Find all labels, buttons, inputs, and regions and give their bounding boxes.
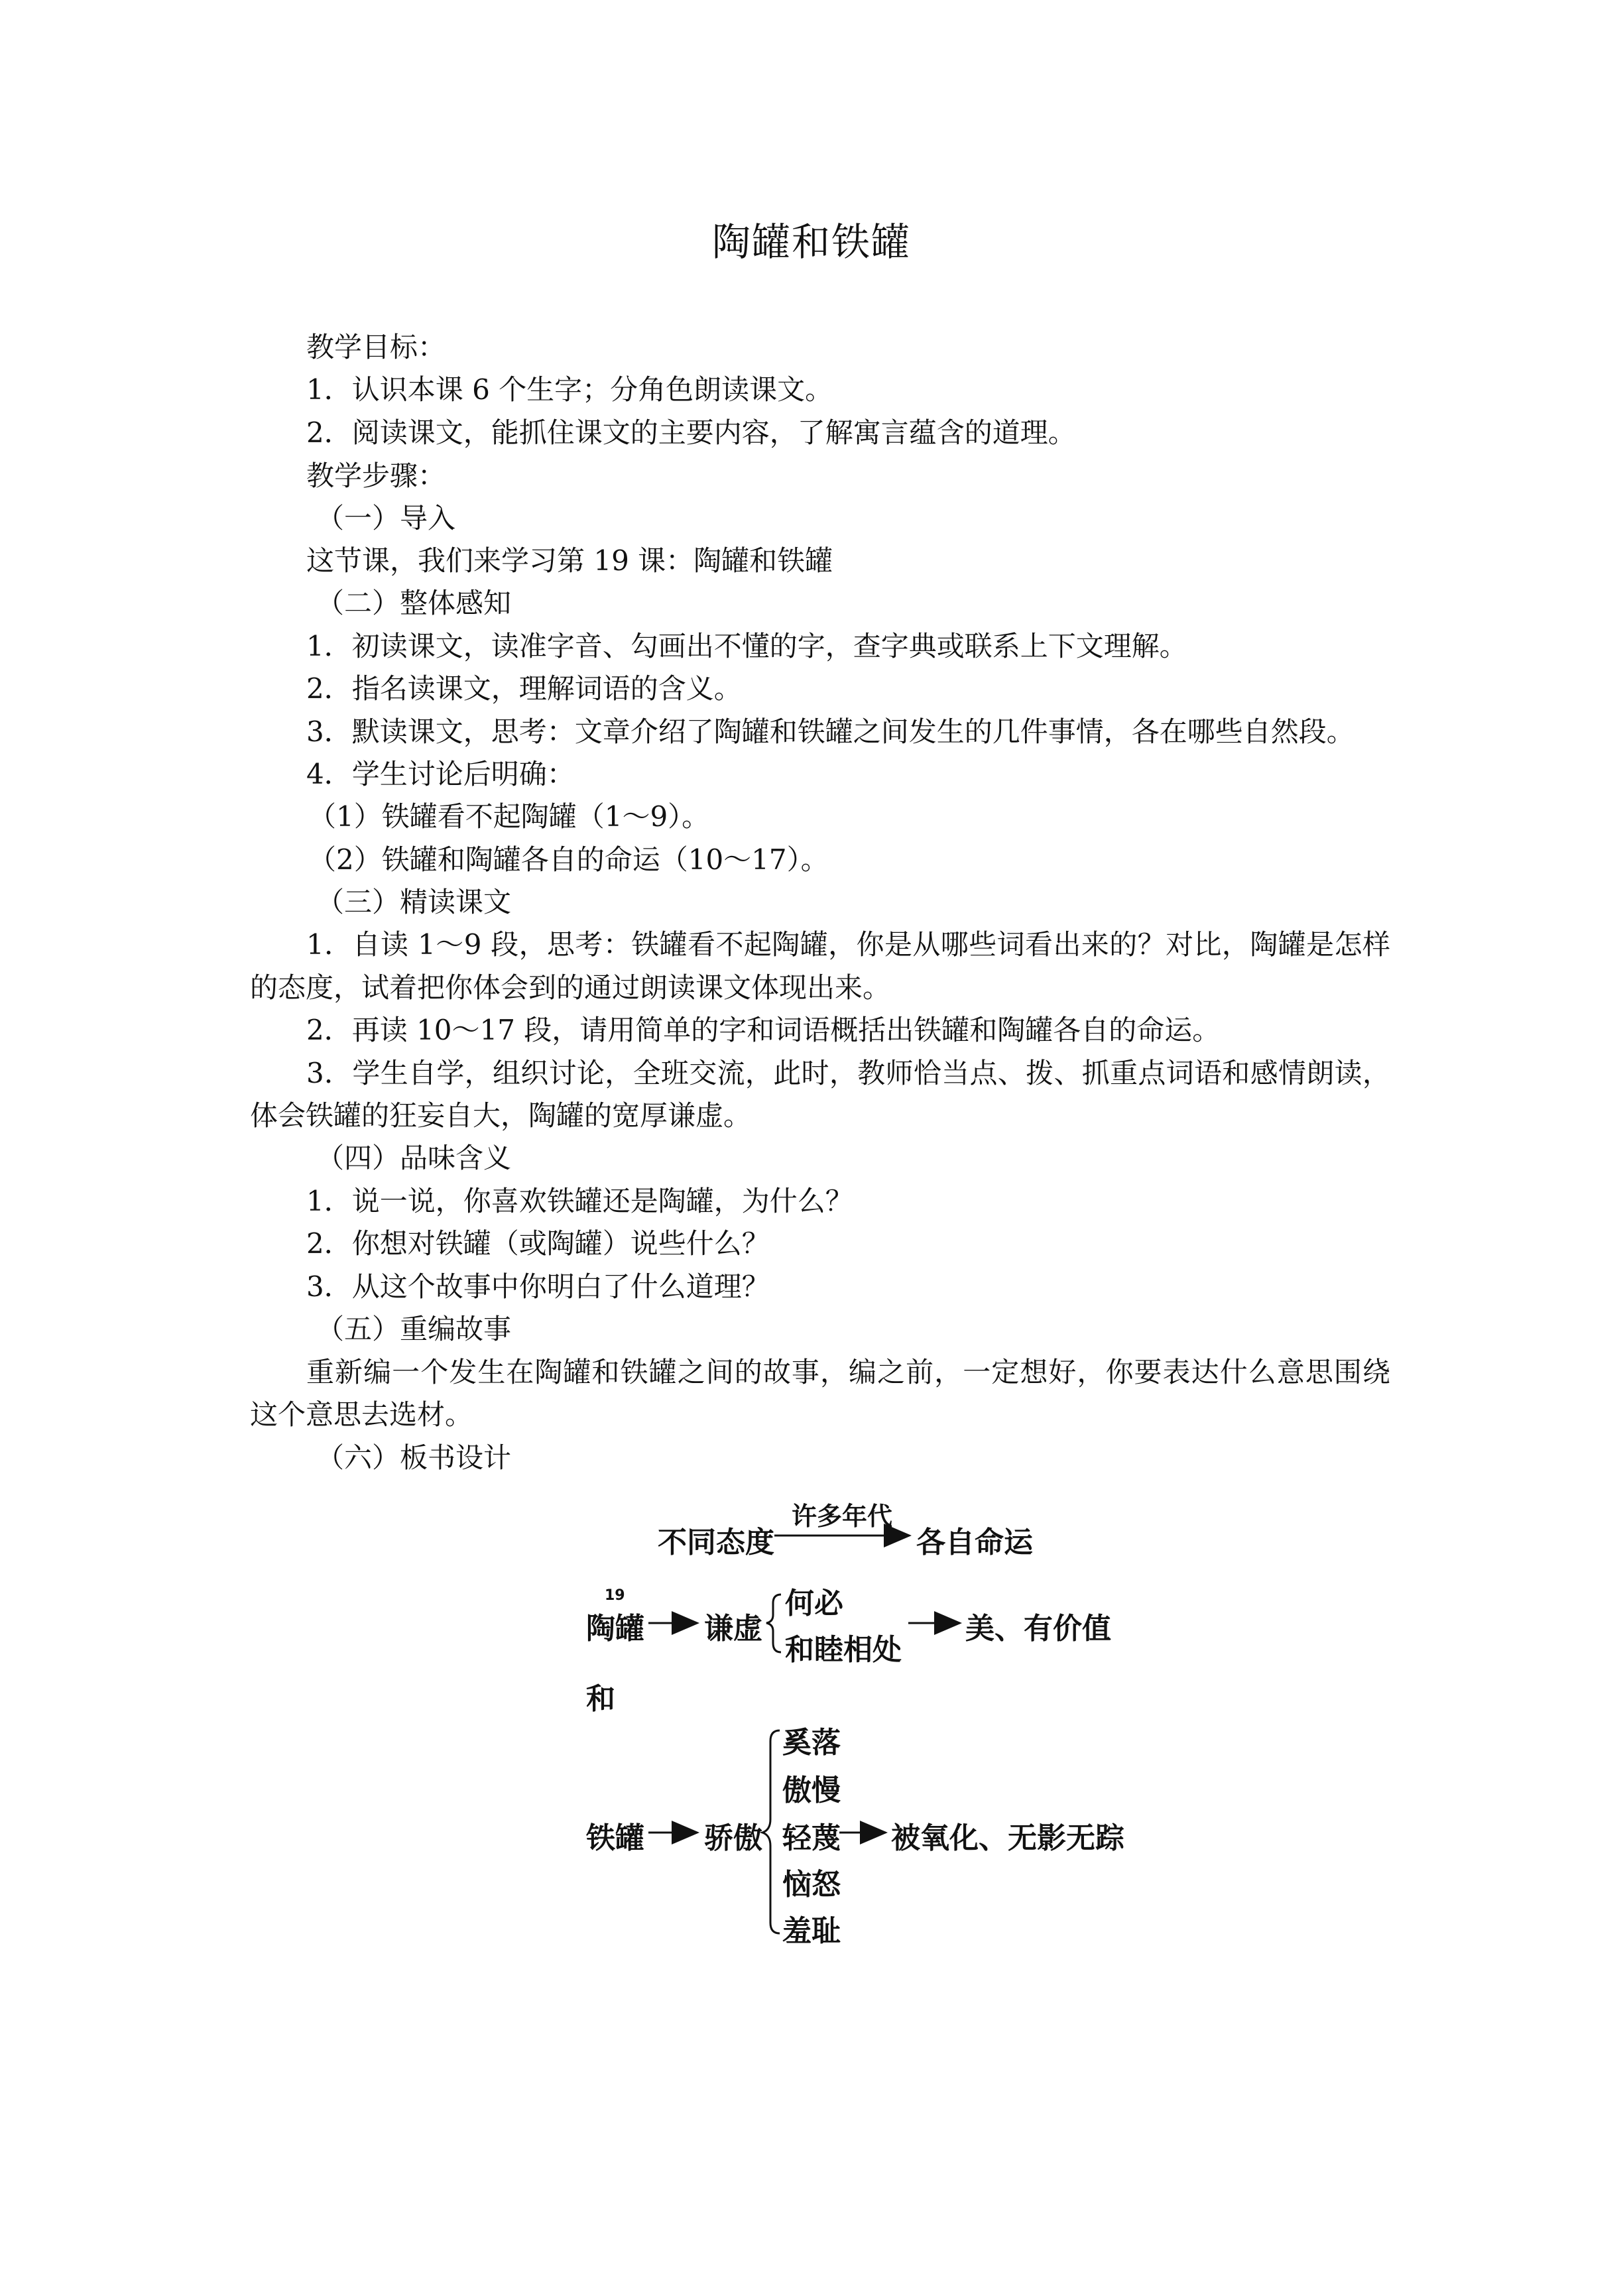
board-tie-word-2: 傲慢: [782, 1774, 841, 1807]
section-4-item-3: 3．从这个故事中你明白了什么道理？: [306, 1270, 770, 1303]
section-4-item-1: 1．说一说，你喜欢铁罐还是陶罐，为什么？: [306, 1185, 853, 1217]
jiaoao-brace: [762, 1730, 780, 1933]
section-3-item-2: 2．再读 10～17 段，请用简单的字和词语概括出铁罐和陶罐各自的命运。: [306, 1014, 1221, 1046]
board-tie-word-1: 奚落: [782, 1726, 841, 1760]
board-jiaoao: 骄傲: [704, 1821, 762, 1855]
board-top-left: 不同态度: [658, 1526, 774, 1559]
goal-item-2: 2．阅读课文，能抓住课文的主要内容，了解寓言蕴含的道理。: [306, 416, 1076, 449]
goal-item-1: 1．认识本课 6 个生字；分角色朗读课文。: [306, 373, 833, 406]
section-1-text: 这节课，我们来学习第 19 课：陶罐和铁罐: [306, 544, 833, 577]
section-5-heading: （五）重编故事: [316, 1313, 512, 1345]
section-2-item-2: 2．指名读课文，理解词语的含义。: [306, 672, 742, 705]
section-2-item-4a: （1）铁罐看不起陶罐（1～9）。: [308, 800, 710, 833]
board-hemuxiangchu: 和睦相处: [785, 1633, 902, 1667]
board-tie-word-3: 轻蔑: [782, 1821, 841, 1855]
section-2-item-3: 3．默读课文，思考：文章介绍了陶罐和铁罐之间发生的几件事情，各在哪些自然段。: [306, 715, 1354, 748]
goal-heading: 教学目标：: [306, 331, 446, 363]
board-tieguan: 铁罐: [586, 1821, 644, 1855]
section-4-item-2: 2．你想对铁罐（或陶罐）说些什么？: [306, 1227, 770, 1260]
board-lesson-number: 19: [605, 1587, 625, 1604]
board-he: 和: [586, 1682, 615, 1716]
section-3-item-3-line-1: 3．学生自学，组织讨论，全班交流，此时，教师恰当点、拨、抓重点词语和感情朗读，: [306, 1057, 1390, 1089]
section-3-item-1-line-2: 的态度，试着把你体会到的通过朗读课文体现出来。: [250, 971, 891, 1004]
qianxu-brace: [766, 1595, 781, 1652]
section-6-heading: （六）板书设计: [316, 1441, 512, 1474]
section-3-item-1-line-1: 1．自读 1～9 段，思考：铁罐看不起陶罐，你是从哪些词看出来的？对比，陶罐是怎样: [306, 928, 1390, 961]
board-top-right: 各自命运: [916, 1526, 1033, 1559]
section-2-item-4b: （2）铁罐和陶罐各自的命运（10～17）。: [308, 843, 829, 876]
board-tie-word-4: 恼怒: [782, 1868, 841, 1902]
section-2-item-1: 1．初读课文，读准字音、勾画出不懂的字，查字典或联系上下文理解。: [306, 630, 1187, 662]
section-3-item-3-line-2: 体会铁罐的狂妄自大，陶罐的宽厚谦虚。: [250, 1099, 752, 1132]
board-tie-word-5: 羞耻: [782, 1914, 841, 1948]
section-4-heading: （四）品味含义: [316, 1142, 512, 1174]
board-hebi: 何必: [785, 1587, 843, 1620]
section-3-heading: （三）精读课文: [316, 886, 512, 918]
section-5-text-line-1: 重新编一个发生在陶罐和铁罐之间的故事，编之前，一定想好，你要表达什么意思围绕: [306, 1356, 1390, 1388]
board-taoguan: 陶罐: [586, 1612, 644, 1646]
steps-heading: 教学步骤：: [306, 459, 446, 492]
page-title: 陶罐和铁罐: [711, 219, 911, 265]
board-top-arrow-label: 许多年代: [792, 1502, 893, 1531]
section-1-heading: （一）导入: [316, 502, 456, 534]
board-tao-result: 美、有价值: [965, 1612, 1111, 1646]
section-5-text-line-2: 这个意思去选材。: [250, 1398, 473, 1431]
section-2-item-4: 4．学生讨论后明确：: [306, 758, 575, 790]
board-qianxu: 谦虚: [704, 1612, 762, 1646]
board-tie-result: 被氧化、无影无踪: [891, 1821, 1124, 1855]
section-2-heading: （二）整体感知: [316, 587, 512, 619]
